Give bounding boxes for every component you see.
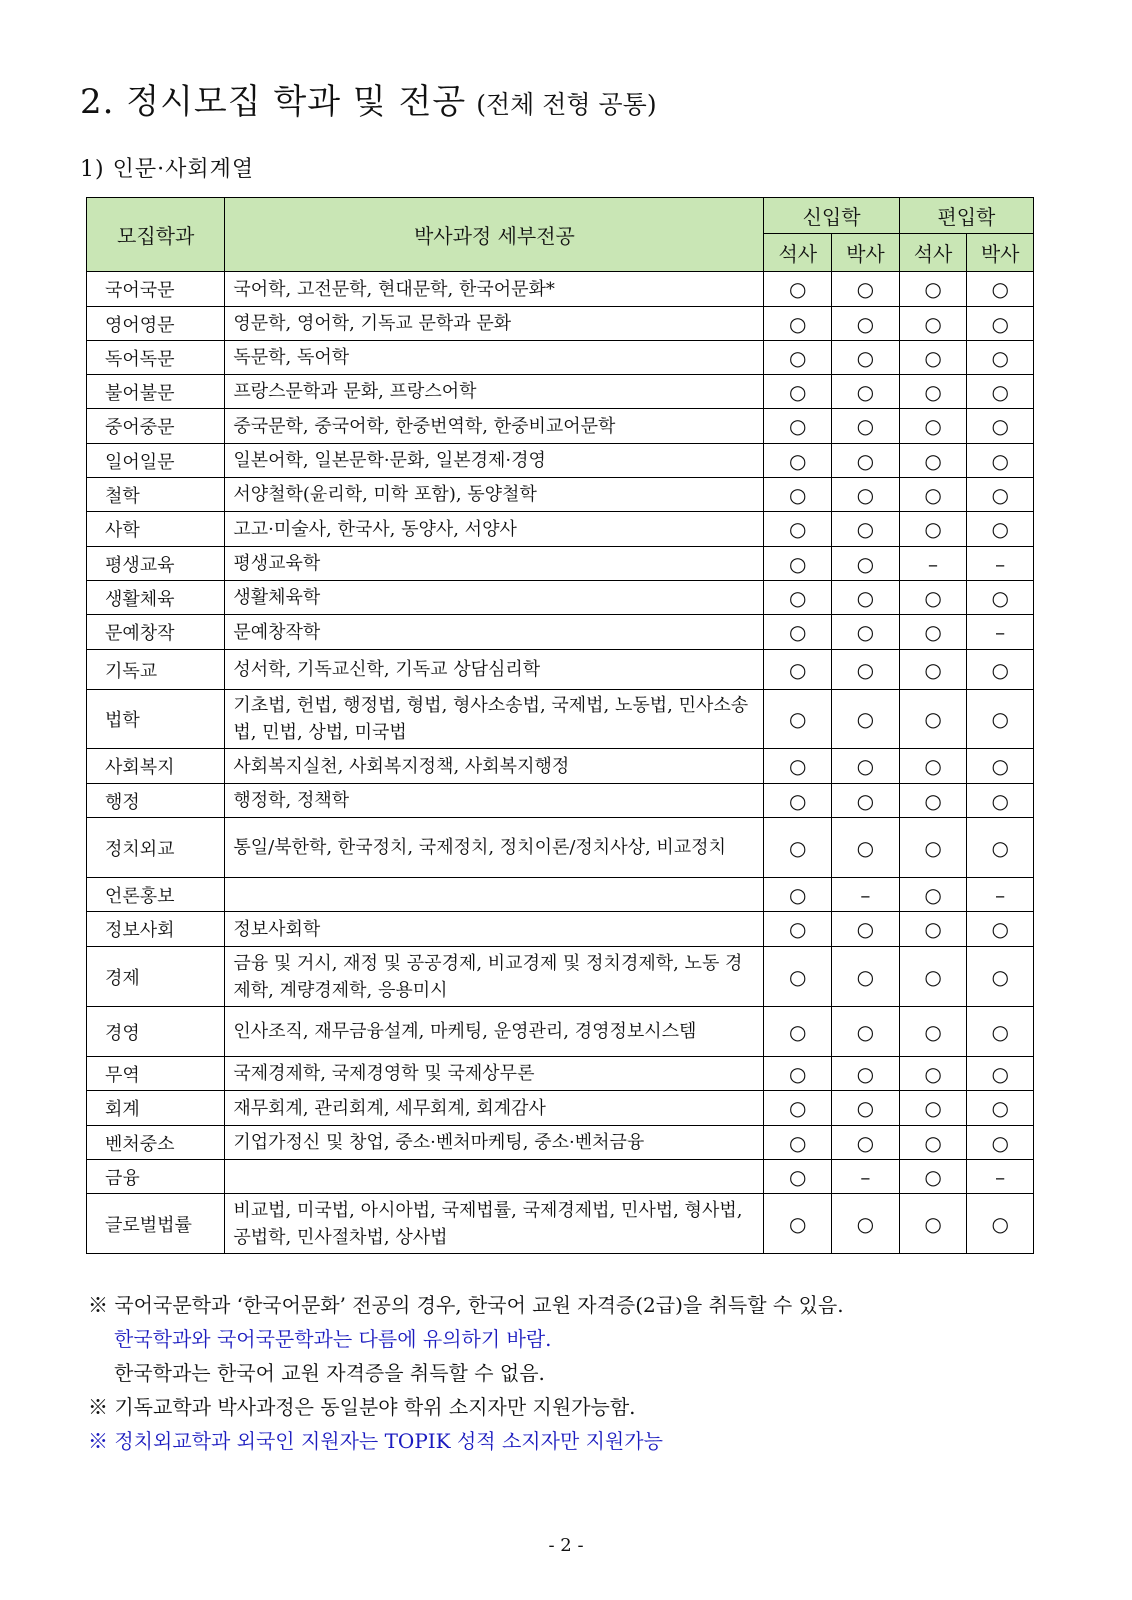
major-list: 프랑스문학과 문화, 프랑스어학 bbox=[225, 375, 764, 409]
freshman-doctoral-mark: ○ bbox=[832, 341, 900, 375]
transfer-doctoral-mark: ○ bbox=[967, 1126, 1034, 1160]
freshman-doctoral-mark: ○ bbox=[832, 912, 900, 947]
freshman-masters-mark: ○ bbox=[764, 1194, 832, 1254]
freshman-doctoral-mark: ○ bbox=[832, 947, 900, 1007]
transfer-masters-mark: ○ bbox=[899, 1007, 967, 1057]
section-title-main: 2. 정시모집 학과 및 전공 bbox=[80, 82, 467, 122]
transfer-doctoral-mark: ○ bbox=[967, 409, 1034, 444]
dept-name: 사회복지 bbox=[87, 749, 225, 784]
freshman-doctoral-mark: ○ bbox=[832, 1194, 900, 1254]
major-list: 영문학, 영어학, 기독교 문학과 문화 bbox=[225, 307, 764, 341]
transfer-masters-mark: ○ bbox=[899, 272, 967, 307]
freshman-doctoral-mark: ○ bbox=[832, 581, 900, 615]
dept-name: 언론홍보 bbox=[87, 878, 225, 912]
transfer-doctoral-mark: – bbox=[967, 615, 1034, 650]
transfer-masters-mark: ○ bbox=[899, 784, 967, 818]
header-freshman: 신입학 bbox=[764, 198, 899, 234]
transfer-doctoral-mark: – bbox=[967, 1160, 1034, 1194]
table-row bbox=[87, 749, 1034, 784]
freshman-masters-mark: ○ bbox=[764, 272, 832, 307]
note-line: 한국학과는 한국어 교원 자격증을 취득할 수 없음. bbox=[114, 1361, 545, 1385]
header-transfer-doctoral: 박사 bbox=[967, 234, 1034, 272]
transfer-masters-mark: ○ bbox=[899, 581, 967, 615]
transfer-masters-mark: ○ bbox=[899, 444, 967, 478]
freshman-masters-mark: ○ bbox=[764, 749, 832, 784]
major-list: 국제경제학, 국제경영학 및 국제상무론 bbox=[225, 1057, 764, 1091]
transfer-doctoral-mark: ○ bbox=[967, 690, 1034, 749]
section-title bbox=[80, 74, 657, 123]
transfer-masters-mark: ○ bbox=[899, 615, 967, 650]
transfer-masters-mark: ○ bbox=[899, 478, 967, 512]
transfer-doctoral-mark: ○ bbox=[967, 512, 1034, 547]
table-row bbox=[87, 947, 1034, 1007]
notes bbox=[88, 1288, 844, 1458]
header-transfer-masters: 석사 bbox=[899, 234, 967, 272]
transfer-doctoral-mark: ○ bbox=[967, 784, 1034, 818]
table-row bbox=[87, 878, 1034, 912]
note-line: ※ 국어국문학과 ‘한국어문화’ 전공의 경우, 한국어 교원 자격증(2급)을 취득할 수 있음. bbox=[88, 1293, 844, 1317]
major-list: 일본어학, 일본문학·문화, 일본경제·경영 bbox=[225, 444, 764, 478]
freshman-doctoral-mark: ○ bbox=[832, 272, 900, 307]
dept-name: 경영 bbox=[87, 1007, 225, 1057]
freshman-doctoral-mark: ○ bbox=[832, 1007, 900, 1057]
major-list: 문예창작학 bbox=[225, 615, 764, 650]
subsection-title: 1) 인문·사회계열 bbox=[80, 157, 255, 182]
dept-name: 철학 bbox=[87, 478, 225, 512]
table-row bbox=[87, 307, 1034, 341]
major-list: 국어학, 고전문학, 현대문학, 한국어문화* bbox=[225, 272, 764, 307]
note-line: 한국학과와 국어국문학과는 다름에 유의하기 바람. bbox=[114, 1327, 552, 1351]
table-row bbox=[87, 650, 1034, 690]
freshman-masters-mark: ○ bbox=[764, 912, 832, 947]
dept-name: 정보사회 bbox=[87, 912, 225, 947]
dept-name: 회계 bbox=[87, 1091, 225, 1126]
table-row bbox=[87, 512, 1034, 547]
transfer-doctoral-mark: ○ bbox=[967, 341, 1034, 375]
dept-name: 독어독문 bbox=[87, 341, 225, 375]
major-list: 평생교육학 bbox=[225, 547, 764, 581]
freshman-doctoral-mark: ○ bbox=[832, 818, 900, 878]
transfer-masters-mark: ○ bbox=[899, 341, 967, 375]
freshman-masters-mark: ○ bbox=[764, 690, 832, 749]
table-row bbox=[87, 478, 1034, 512]
table-row bbox=[87, 1160, 1034, 1194]
freshman-doctoral-mark: ○ bbox=[832, 1057, 900, 1091]
dept-name: 정치외교 bbox=[87, 818, 225, 878]
transfer-masters-mark: ○ bbox=[899, 1194, 967, 1254]
freshman-masters-mark: ○ bbox=[764, 947, 832, 1007]
dept-name: 불어불문 bbox=[87, 375, 225, 409]
table-row bbox=[87, 1057, 1034, 1091]
page-number: - 2 - bbox=[548, 1535, 584, 1556]
dept-name: 생활체육 bbox=[87, 581, 225, 615]
major-list bbox=[225, 878, 764, 912]
dept-name: 사학 bbox=[87, 512, 225, 547]
major-list: 인사조직, 재무금융설계, 마케팅, 운영관리, 경영정보시스템 bbox=[225, 1007, 764, 1057]
transfer-doctoral-mark: ○ bbox=[967, 1007, 1034, 1057]
freshman-masters-mark: ○ bbox=[764, 615, 832, 650]
transfer-doctoral-mark: ○ bbox=[967, 307, 1034, 341]
transfer-masters-mark: ○ bbox=[899, 749, 967, 784]
freshman-doctoral-mark: ○ bbox=[832, 615, 900, 650]
major-list: 사회복지실천, 사회복지정책, 사회복지행정 bbox=[225, 749, 764, 784]
dept-name: 법학 bbox=[87, 690, 225, 749]
table-row bbox=[87, 547, 1034, 581]
major-list: 비교법, 미국법, 아시아법, 국제법률, 국제경제법, 민사법, 형사법, 공법학, 민사절차법, 상사법 bbox=[225, 1194, 764, 1254]
freshman-masters-mark: ○ bbox=[764, 547, 832, 581]
transfer-doctoral-mark: ○ bbox=[967, 947, 1034, 1007]
freshman-doctoral-mark: – bbox=[832, 1160, 900, 1194]
note-line: ※ 정치외교학과 외국인 지원자는 TOPIK 성적 소지자만 지원가능 bbox=[88, 1429, 663, 1453]
header-transfer: 편입학 bbox=[899, 198, 1033, 234]
note-line: ※ 기독교학과 박사과정은 동일분야 학위 소지자만 지원가능함. bbox=[88, 1395, 636, 1419]
transfer-doctoral-mark: ○ bbox=[967, 581, 1034, 615]
table-row bbox=[87, 581, 1034, 615]
transfer-masters-mark: ○ bbox=[899, 1091, 967, 1126]
dept-name: 문예창작 bbox=[87, 615, 225, 650]
table-row bbox=[87, 444, 1034, 478]
dept-name: 경제 bbox=[87, 947, 225, 1007]
table-body bbox=[87, 272, 1034, 1254]
major-list bbox=[225, 1160, 764, 1194]
major-list: 성서학, 기독교신학, 기독교 상담심리학 bbox=[225, 650, 764, 690]
dept-name: 무역 bbox=[87, 1057, 225, 1091]
transfer-masters-mark: ○ bbox=[899, 912, 967, 947]
freshman-masters-mark: ○ bbox=[764, 1160, 832, 1194]
transfer-doctoral-mark: ○ bbox=[967, 749, 1034, 784]
transfer-doctoral-mark: ○ bbox=[967, 912, 1034, 947]
freshman-masters-mark: ○ bbox=[764, 307, 832, 341]
transfer-doctoral-mark: ○ bbox=[967, 1057, 1034, 1091]
freshman-doctoral-mark: ○ bbox=[832, 512, 900, 547]
freshman-doctoral-mark: ○ bbox=[832, 1091, 900, 1126]
department-table bbox=[86, 197, 1034, 1254]
table-row bbox=[87, 912, 1034, 947]
freshman-doctoral-mark: ○ bbox=[832, 1126, 900, 1160]
freshman-masters-mark: ○ bbox=[764, 784, 832, 818]
table-row bbox=[87, 341, 1034, 375]
transfer-masters-mark: ○ bbox=[899, 947, 967, 1007]
freshman-masters-mark: ○ bbox=[764, 341, 832, 375]
transfer-masters-mark: ○ bbox=[899, 650, 967, 690]
freshman-doctoral-mark: ○ bbox=[832, 307, 900, 341]
freshman-doctoral-mark: ○ bbox=[832, 690, 900, 749]
dept-name: 기독교 bbox=[87, 650, 225, 690]
major-list: 생활체육학 bbox=[225, 581, 764, 615]
major-list: 고고·미술사, 한국사, 동양사, 서양사 bbox=[225, 512, 764, 547]
table-row bbox=[87, 690, 1034, 749]
freshman-masters-mark: ○ bbox=[764, 512, 832, 547]
freshman-masters-mark: ○ bbox=[764, 478, 832, 512]
header-freshman-masters: 석사 bbox=[764, 234, 832, 272]
dept-name: 영어영문 bbox=[87, 307, 225, 341]
transfer-doctoral-mark: ○ bbox=[967, 1194, 1034, 1254]
transfer-masters-mark: ○ bbox=[899, 409, 967, 444]
major-list: 중국문학, 중국어학, 한중번역학, 한중비교어문학 bbox=[225, 409, 764, 444]
table-row bbox=[87, 1007, 1034, 1057]
major-list: 재무회계, 관리회계, 세무회계, 회계감사 bbox=[225, 1091, 764, 1126]
table-row bbox=[87, 818, 1034, 878]
transfer-masters-mark: ○ bbox=[899, 512, 967, 547]
table-row bbox=[87, 375, 1034, 409]
transfer-masters-mark: ○ bbox=[899, 818, 967, 878]
freshman-masters-mark: ○ bbox=[764, 1091, 832, 1126]
freshman-doctoral-mark: ○ bbox=[832, 650, 900, 690]
transfer-doctoral-mark: ○ bbox=[967, 818, 1034, 878]
freshman-doctoral-mark: ○ bbox=[832, 478, 900, 512]
transfer-doctoral-mark: ○ bbox=[967, 272, 1034, 307]
transfer-masters-mark: ○ bbox=[899, 690, 967, 749]
header-freshman-doctoral: 박사 bbox=[832, 234, 900, 272]
dept-name: 국어국문 bbox=[87, 272, 225, 307]
transfer-doctoral-mark: – bbox=[967, 878, 1034, 912]
transfer-doctoral-mark: ○ bbox=[967, 375, 1034, 409]
dept-name: 평생교육 bbox=[87, 547, 225, 581]
transfer-masters-mark: ○ bbox=[899, 1057, 967, 1091]
major-list: 서양철학(윤리학, 미학 포함), 동양철학 bbox=[225, 478, 764, 512]
major-list: 독문학, 독어학 bbox=[225, 341, 764, 375]
transfer-doctoral-mark: ○ bbox=[967, 1091, 1034, 1126]
table-row bbox=[87, 1194, 1034, 1254]
transfer-masters-mark: ○ bbox=[899, 375, 967, 409]
freshman-masters-mark: ○ bbox=[764, 878, 832, 912]
freshman-doctoral-mark: ○ bbox=[832, 749, 900, 784]
dept-name: 중어중문 bbox=[87, 409, 225, 444]
major-list: 정보사회학 bbox=[225, 912, 764, 947]
freshman-doctoral-mark: ○ bbox=[832, 784, 900, 818]
transfer-masters-mark: ○ bbox=[899, 1126, 967, 1160]
dept-name: 금융 bbox=[87, 1160, 225, 1194]
transfer-doctoral-mark: ○ bbox=[967, 444, 1034, 478]
freshman-masters-mark: ○ bbox=[764, 1126, 832, 1160]
freshman-masters-mark: ○ bbox=[764, 1057, 832, 1091]
major-list: 통일/북한학, 한국정치, 국제정치, 정치이론/정치사상, 비교정치 bbox=[225, 818, 764, 878]
freshman-masters-mark: ○ bbox=[764, 444, 832, 478]
transfer-doctoral-mark: – bbox=[967, 547, 1034, 581]
header-majors: 박사과정 세부전공 bbox=[225, 198, 764, 272]
major-list: 행정학, 정책학 bbox=[225, 784, 764, 818]
transfer-masters-mark: – bbox=[899, 547, 967, 581]
freshman-masters-mark: ○ bbox=[764, 650, 832, 690]
table-row bbox=[87, 784, 1034, 818]
freshman-masters-mark: ○ bbox=[764, 818, 832, 878]
transfer-masters-mark: ○ bbox=[899, 1160, 967, 1194]
table-row bbox=[87, 1126, 1034, 1160]
table-row bbox=[87, 272, 1034, 307]
table-row bbox=[87, 1091, 1034, 1126]
freshman-doctoral-mark: ○ bbox=[832, 409, 900, 444]
table-row bbox=[87, 615, 1034, 650]
header-dept: 모집학과 bbox=[87, 198, 225, 272]
freshman-doctoral-mark: ○ bbox=[832, 444, 900, 478]
dept-name: 글로벌법률 bbox=[87, 1194, 225, 1254]
freshman-masters-mark: ○ bbox=[764, 1007, 832, 1057]
freshman-doctoral-mark: ○ bbox=[832, 375, 900, 409]
transfer-masters-mark: ○ bbox=[899, 878, 967, 912]
dept-name: 행정 bbox=[87, 784, 225, 818]
table-row bbox=[87, 409, 1034, 444]
major-list: 금융 및 거시, 재정 및 공공경제, 비교경제 및 정치경제학, 노동 경제학, 계량경제학, 응용미시 bbox=[225, 947, 764, 1007]
freshman-masters-mark: ○ bbox=[764, 581, 832, 615]
major-list: 기초법, 헌법, 행정법, 형법, 형사소송법, 국제법, 노동법, 민사소송법, 민법, 상법, 미국법 bbox=[225, 690, 764, 749]
freshman-doctoral-mark: – bbox=[832, 878, 900, 912]
transfer-doctoral-mark: ○ bbox=[967, 478, 1034, 512]
transfer-masters-mark: ○ bbox=[899, 307, 967, 341]
transfer-doctoral-mark: ○ bbox=[967, 650, 1034, 690]
freshman-masters-mark: ○ bbox=[764, 409, 832, 444]
dept-name: 벤처중소 bbox=[87, 1126, 225, 1160]
dept-name: 일어일문 bbox=[87, 444, 225, 478]
freshman-masters-mark: ○ bbox=[764, 375, 832, 409]
freshman-doctoral-mark: ○ bbox=[832, 547, 900, 581]
section-title-sub: (전체 전형 공통) bbox=[476, 90, 657, 119]
major-list: 기업가정신 및 창업, 중소·벤처마케팅, 중소·벤처금융 bbox=[225, 1126, 764, 1160]
